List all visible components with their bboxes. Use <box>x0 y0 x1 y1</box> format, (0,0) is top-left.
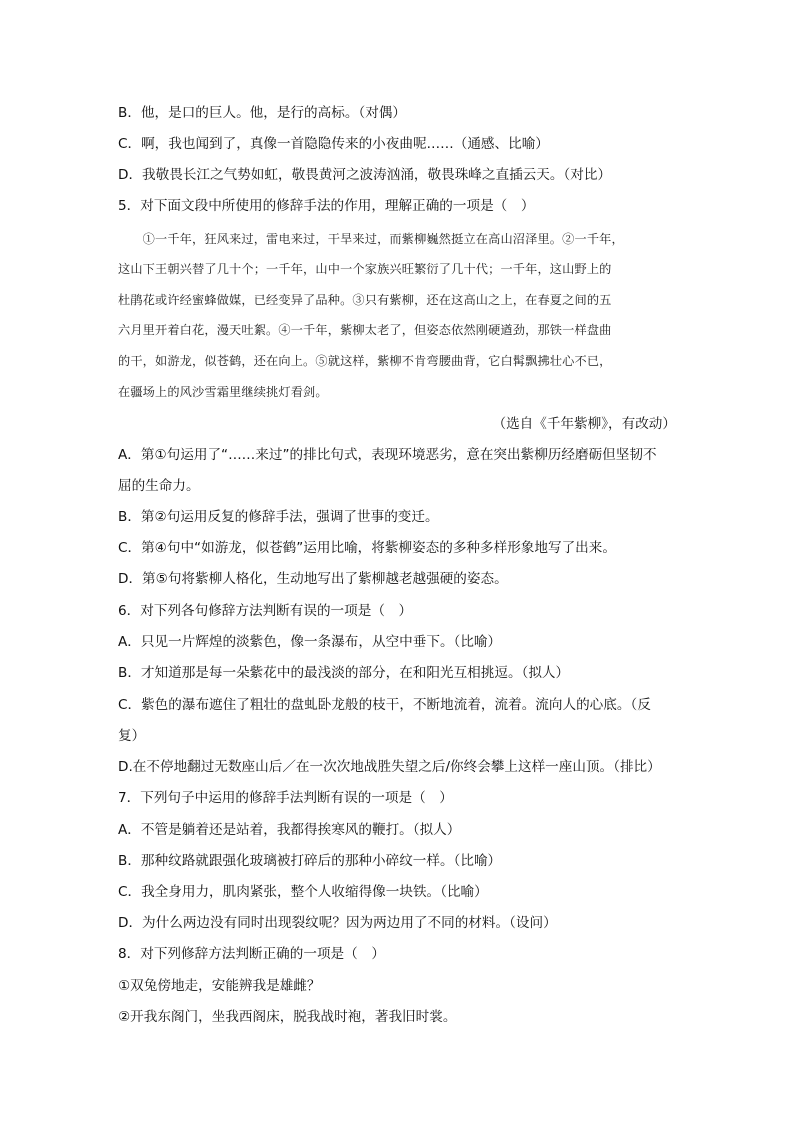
q4-option-b: B．他，是口的巨人。他，是行的高标。（对偶） <box>118 105 406 121</box>
passage-line: ①一千年，狂风来过，雷电来过，干旱来过，而紫柳巍然挺立在高山沼泽里。②一千年， <box>118 232 624 246</box>
q6-option-c-cont: 复） <box>118 728 146 744</box>
q6-option-a: A．只见一片辉煌的淡紫色，像一条瀑布，从空中垂下。（比喻） <box>118 634 502 650</box>
q7-option-d: D．为什么两边没有同时出现裂纹呢？因为两边用了不同的材料。（设问） <box>118 915 557 931</box>
q6-stem: 6．对下列各句修辞方法判断有误的一项是（ ） <box>118 603 413 619</box>
passage-line: 六月里开着白花，漫天吐絮。④一千年，紫柳太老了，但姿态依然刚硬遒劲，那铁一样盘曲 <box>118 323 612 337</box>
passage-line: 在疆场上的风沙雪霜里继续挑灯看剑。 <box>118 385 328 399</box>
passage-line: 杜鹃花或许经蜜蜂做媒，已经变异了品种。③只有紫柳，还在这高山之上，在春夏之间的五 <box>118 293 612 307</box>
q8-stem: 8．对下列修辞方法判断正确的一项是（ ） <box>118 946 385 962</box>
q7-option-c: C．我全身用力，肌肉紧张，整个人收缩得像一块铁。（比喻） <box>118 884 488 900</box>
q6-option-b: B．才知道那是每一朵紫花中的最浅淡的部分，在和阳光互相挑逗。（拟人） <box>118 665 570 681</box>
q8-sentence-1: ①双兔傍地走，安能辨我是雄雌？ <box>118 978 321 994</box>
q5-option-b: B．第②句运用反复的修辞手法，强调了世事的变迁。 <box>118 509 439 525</box>
q5-option-a-cont: 屈的生命力。 <box>118 478 200 494</box>
q8-sentence-2: ②开我东阁门，坐我西阁床，脱我战时袍，著我旧时裳。 <box>118 1009 457 1025</box>
q5-stem: 5．对下面文段中所使用的修辞手法的作用，理解正确的一项是（ ） <box>118 198 535 214</box>
passage-line: 的干，如游龙，似苍鹤，还在向上。⑤就这样，紫柳不肯弯腰曲背，它白髯飘拂壮心不已， <box>118 354 612 368</box>
passage-line: 这山下王朝兴替了几十个；一千年，山中一个家族兴旺繁衍了几十代；一千年，这山野上的 <box>118 262 612 276</box>
q4-option-d: D．我敬畏长江之气势如虹，敬畏黄河之波涛汹涌，敬畏珠峰之直插云天。（对比） <box>118 167 612 183</box>
q7-stem: 7．下列句子中运用的修辞手法判断有误的一项是（ ） <box>118 790 453 806</box>
q5-option-a: A．第①句运用了“……来过”的排比句式，表现环境恶劣，意在突出紫柳历经磨砺但坚韧不 <box>118 447 657 463</box>
q5-option-c: C．第④句中“如游龙，似苍鹤”运用比喻，将紫柳姿态的多种多样形象地写了出来。 <box>118 540 616 556</box>
q6-option-c: C．紫色的瀑布遮住了粗壮的盘虬卧龙般的枝干，不断地流着，流着。流向人的心底。（反 <box>118 697 651 713</box>
q7-option-b: B．那种纹路就跟强化玻璃被打碎后的那种小碎纹一样。（比喻） <box>118 853 502 869</box>
q4-option-c: C．啊，我也闻到了，真像一首隐隐传来的小夜曲呢……（通感、比喻） <box>118 136 549 152</box>
passage-source: （选自《千年紫柳》，有改动） <box>492 416 676 432</box>
q6-option-d: D.在不停地翻过无数座山后／在一次次地战胜失望之后/你终会攀上这样一座山顶。（排比） <box>118 759 661 775</box>
q7-option-a: A．不管是躺着还是站着，我都得挨寒风的鞭打。（拟人） <box>118 822 461 838</box>
q5-option-d: D．第⑤句将紫柳人格化，生动地写出了紫柳越老越强硬的姿态。 <box>118 571 508 587</box>
